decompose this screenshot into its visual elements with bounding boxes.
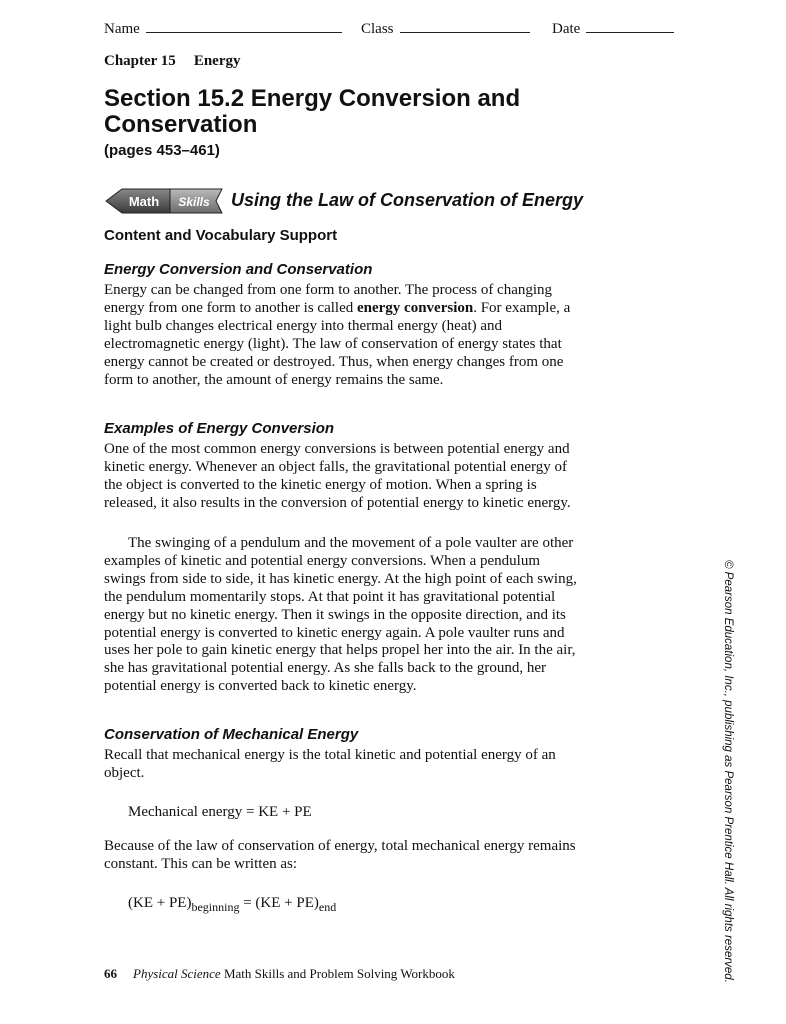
skill-heading: Using the Law of Conservation of Energy: [231, 190, 584, 210]
chapter-line: [104, 53, 240, 70]
paragraph-mechanical-1: Recall that mechanical energy is the total kinetic and potential energy of an object.: [104, 747, 556, 781]
chapter-number: Chapter 15: [104, 53, 176, 69]
content-heading: Content and Vocabulary Support: [104, 227, 338, 244]
badge-word-skills: Skills: [178, 195, 210, 209]
name-field: [104, 18, 342, 38]
badge-word-math: Math: [128, 194, 160, 209]
subheading-examples: Examples of Energy Conversion: [104, 420, 335, 437]
math-skills-badge: [104, 186, 226, 216]
paragraph-examples-2: The swinging of a pendulum and the movement of a pole vaulter are other examples of kinetic and potential energy conversions. When a pendulum swings from side to side, it has kinetic energy. At the high point of each swing, the pendulum momentarily stops. At that point it has gravitational potential energy but no kinetic energy. Then it swings in the opposite direction, and its potential energy is converted to kinetic energy again. A pole vaulter runs and uses her pole to gain kinetic energy that helps propel her into the air. In the air, she has gravitational potential energy. As she falls back to the ground, her potential energy is converted back to kinetic energy.: [104, 535, 577, 695]
page-number: 66: [104, 966, 117, 981]
book-subtitle: Math Skills and Problem Solving Workbook: [220, 966, 455, 981]
date-label: Date: [552, 21, 581, 37]
copyright-notice: © Pearson Education, Inc., publishing as Pearson Prentice Hall. All rights reserved.: [722, 560, 734, 983]
class-label: Class: [361, 21, 394, 37]
page-footer: [104, 966, 455, 982]
worksheet-header: [104, 18, 684, 40]
paragraph-text: . For example, a light bulb changes electrical energy into thermal energy (heat) and electromagnetic energy (light). The law of conservation of energy states that energy cannot be created or destroyed. Thus, when energy changes from one form to another, the amount of energy remains the same.: [104, 299, 571, 388]
pages-reference: (pages 453–461): [104, 142, 220, 159]
paragraph-examples-1: One of the most common energy conversions is between potential energy and kinetic energy. Whenever an object falls, the gravitational potential energy of the object is converted to the kinetic energy of motion. When a spring is released, it also results in the conversion of potential energy to kinetic energy.: [104, 441, 571, 511]
name-label: Name: [104, 21, 140, 37]
class-field: [361, 18, 530, 38]
class-blank-line[interactable]: [400, 18, 530, 33]
paragraph-energy-conversion: [104, 282, 580, 389]
equation-mechanical-energy: Mechanical energy = KE + PE: [128, 804, 312, 820]
chapter-title: Energy: [193, 53, 241, 69]
equation-part: (KE + PE): [128, 895, 192, 911]
subscript-end: end: [318, 900, 337, 914]
book-title: Physical Science: [133, 966, 221, 981]
name-blank-line[interactable]: [146, 18, 342, 33]
subheading-mechanical-energy: Conservation of Mechanical Energy: [104, 726, 359, 743]
subheading-energy-conversion: Energy Conversion and Conservation: [104, 261, 373, 278]
equation-conservation: [128, 895, 336, 915]
paragraph-text: Energy can be changed from one form to another. The process of changing energy from one form to another is called: [104, 282, 553, 316]
section-title: Section 15.2 Energy Conversion and Conservation: [104, 85, 521, 138]
vocabulary-term: energy conversion: [356, 299, 474, 316]
date-blank-line[interactable]: [586, 18, 674, 33]
equation-part: = (KE + PE): [239, 895, 319, 911]
subscript-beginning: beginning: [191, 900, 240, 914]
date-field: [552, 18, 674, 38]
paragraph-mechanical-2: Because of the law of conservation of energy, total mechanical energy remains constant. This can be written as:: [104, 838, 576, 872]
